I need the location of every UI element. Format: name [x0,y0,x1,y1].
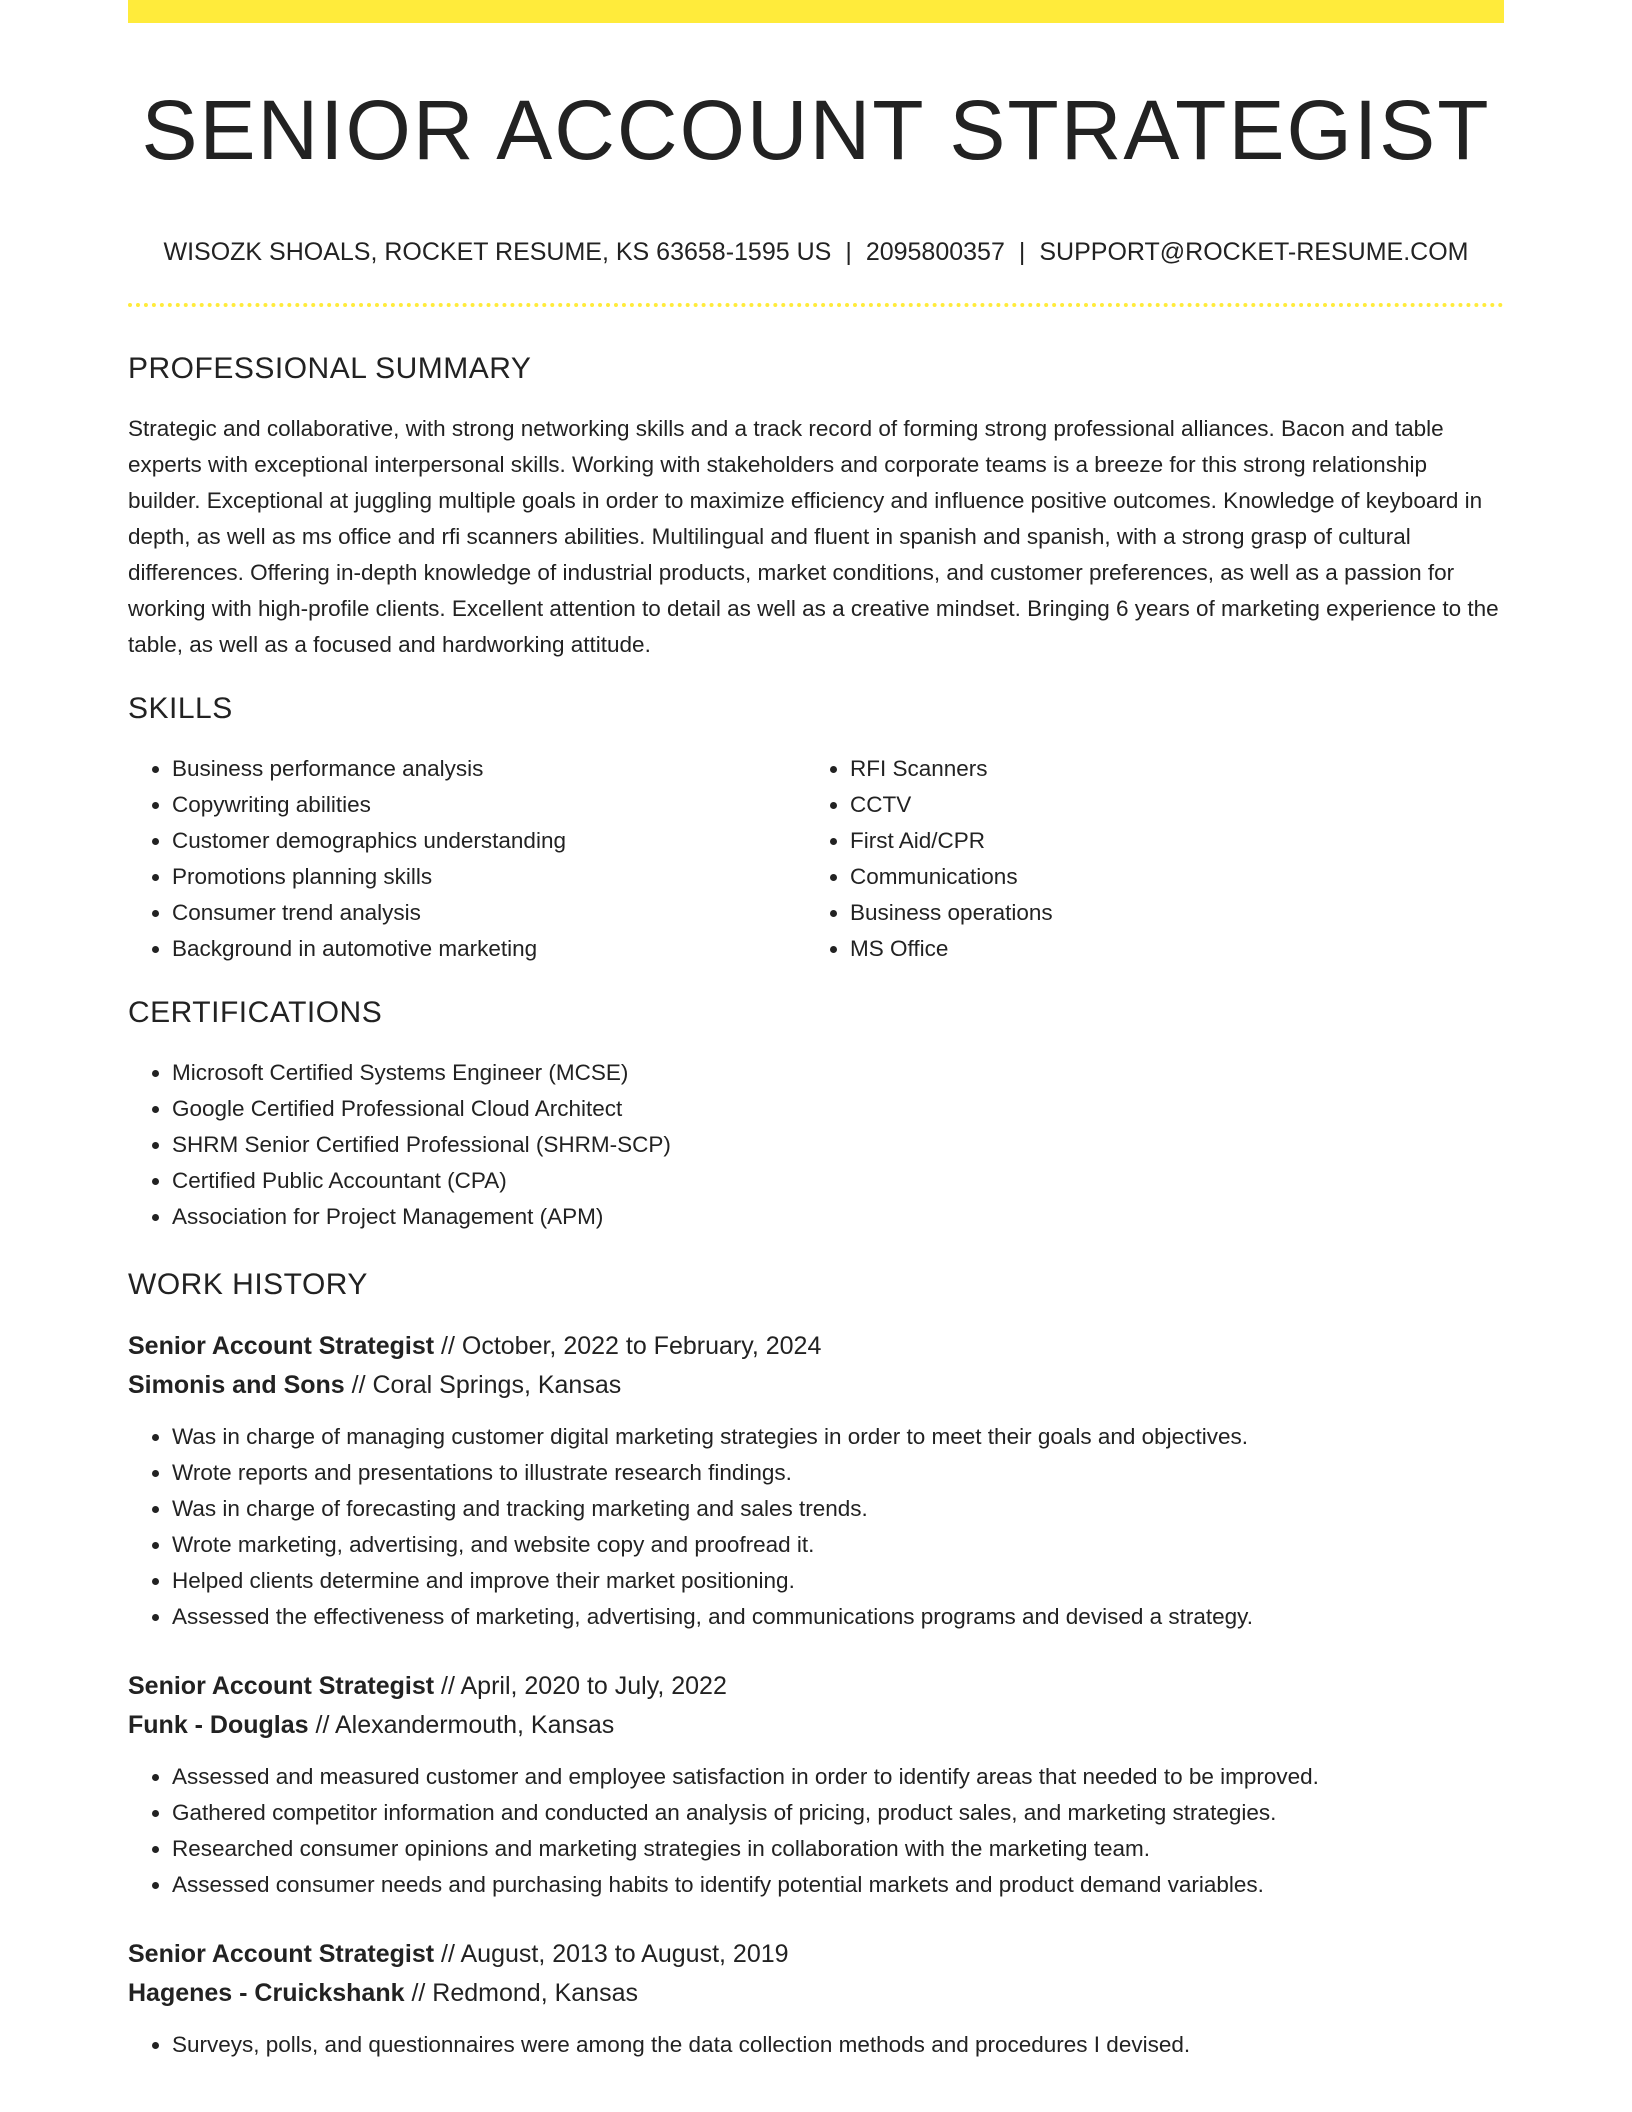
contact-email[interactable]: SUPPORT@ROCKET-RESUME.COM [1039,238,1469,266]
job-title-line [128,1327,1504,1366]
contact-separator: | [1018,238,1026,266]
job-title-line [128,1935,1504,1974]
job-bullets [128,1759,1504,1903]
skills-columns [128,751,1504,967]
job-bullet: • Wrote marketing, advertising, and website copy and proofread it. [172,1527,1504,1563]
job-bullet: • Surveys, polls, and questionnaires were among the data collection methods and procedures I devised. [172,2027,1504,2063]
summary-heading: PROFESSIONAL SUMMARY [128,352,532,385]
accent-top-bar [128,0,1504,23]
skills-column-left [128,751,806,967]
job-dates: April, 2020 to July, 2022 [460,1672,727,1700]
list-item: • Customer demographics understanding [172,823,806,859]
job-company: Funk - Douglas [128,1711,309,1739]
list-item: • Certified Public Accountant (CPA) [172,1163,1504,1199]
job-bullet: • Wrote reports and presentations to illustrate research findings. [172,1455,1504,1491]
list-item: • MS Office [850,931,1484,967]
job-separator: // [434,1940,461,1968]
contact-line [128,237,1504,267]
job-separator: // [404,1979,433,2007]
job-company: Simonis and Sons [128,1371,345,1399]
job-bullet: • Assessed and measured customer and employee satisfaction in order to identify areas that needed to be improved. [172,1759,1504,1795]
certifications-list [128,1055,1504,1235]
job-separator: // [308,1711,335,1739]
job-bullet: • Was in charge of managing customer digital marketing strategies in order to meet their goals and objectives. [172,1419,1504,1455]
job-bullets [128,2027,1504,2063]
resume-page [128,0,1504,2063]
list-item: • CCTV [850,787,1484,823]
skills-column-right [806,751,1484,967]
job-role: Senior Account Strategist [128,1332,435,1360]
list-item: • Association for Project Management (APM) [172,1199,1504,1235]
job-bullet: • Was in charge of forecasting and tracking marketing and sales trends. [172,1491,1504,1527]
job-company-line [128,1974,1504,2013]
job-role: Senior Account Strategist [128,1672,435,1700]
certifications-heading: CERTIFICATIONS [128,996,383,1029]
job-bullet: • Gathered competitor information and conducted an analysis of pricing, product sales, and marketing strategies. [172,1795,1504,1831]
job-role: Senior Account Strategist [128,1940,435,1968]
list-item: • Consumer trend analysis [172,895,806,931]
job-location: Alexandermouth, Kansas [334,1711,615,1739]
list-item: • Google Certified Professional Cloud Architect [172,1091,1504,1127]
job-bullet: • Assessed consumer needs and purchasing habits to identify potential markets and product demand variables. [172,1867,1504,1903]
job-location: Redmond, Kansas [432,1979,638,2007]
work-history-list [128,1327,1504,2063]
skills-list-left [128,751,806,967]
job-bullet: • Helped clients determine and improve their market positioning. [172,1563,1504,1599]
job-company: Hagenes - Cruickshank [128,1979,405,2007]
list-item: • Promotions planning skills [172,859,806,895]
job-entry [128,1327,1504,1635]
list-item: • Communications [850,859,1484,895]
list-item: • RFI Scanners [850,751,1484,787]
job-separator: // [434,1332,462,1360]
job-dates: October, 2022 to February, 2024 [461,1332,822,1360]
resume-name-title: SENIOR ACCOUNT STRATEGIST [141,83,1491,177]
contact-separator: | [845,238,852,266]
job-separator: // [434,1672,461,1700]
job-dates: August, 2013 to August, 2019 [460,1940,789,1968]
job-bullets [128,1419,1504,1635]
dotted-divider [128,303,1504,307]
list-item: • Business performance analysis [172,751,806,787]
job-bullet: • Researched consumer opinions and marketing strategies in collaboration with the marketing team. [172,1831,1504,1867]
skills-list-right [806,751,1484,967]
contact-phone: 2095800357 [865,238,1005,266]
list-item: • First Aid/CPR [850,823,1484,859]
list-item: • Business operations [850,895,1484,931]
work-history-heading: WORK HISTORY [128,1268,368,1301]
job-separator: // [344,1371,373,1399]
job-bullet: • Assessed the effectiveness of marketing, advertising, and communications programs and devised a strategy. [172,1599,1504,1635]
job-entry [128,1935,1504,2063]
skills-heading: SKILLS [128,692,233,725]
job-company-line [128,1706,1504,1745]
list-item: • Copywriting abilities [172,787,806,823]
job-title-line [128,1667,1504,1706]
contact-address: WISOZK SHOALS, ROCKET RESUME, KS 63658-1595 US [163,238,832,266]
list-item: • SHRM Senior Certified Professional (SHRM-SCP) [172,1127,1504,1163]
list-item: • Microsoft Certified Systems Engineer (MCSE) [172,1055,1504,1091]
job-location: Coral Springs, Kansas [372,1371,622,1399]
job-company-line [128,1366,1504,1405]
summary-text: Strategic and collaborative, with strong networking skills and a track record of forming strong professional alliances. Bacon and table experts with exceptional interpersonal skills. Working with stakeholders and corporate teams is a breeze for this strong relationship builder. Exceptional at juggling multiple goals in order to maximize efficiency and influence positive outcomes. Knowledge of keyboard in depth, as well as ms office and rfi scanners abilities. Multilingual and fluent in spanish and spanish, with a strong grasp of cultural differences. Offering in-depth knowledge of industrial products, market conditions, and customer preferences, as well as a passion for working with high-profile clients. Excellent attention to detail as well as a creative mindset. Bringing 6 years of marketing experience to the table, as well as a focused and hardworking attitude. [128,416,1499,657]
list-item: • Background in automotive marketing [172,931,806,967]
job-entry [128,1667,1504,1903]
